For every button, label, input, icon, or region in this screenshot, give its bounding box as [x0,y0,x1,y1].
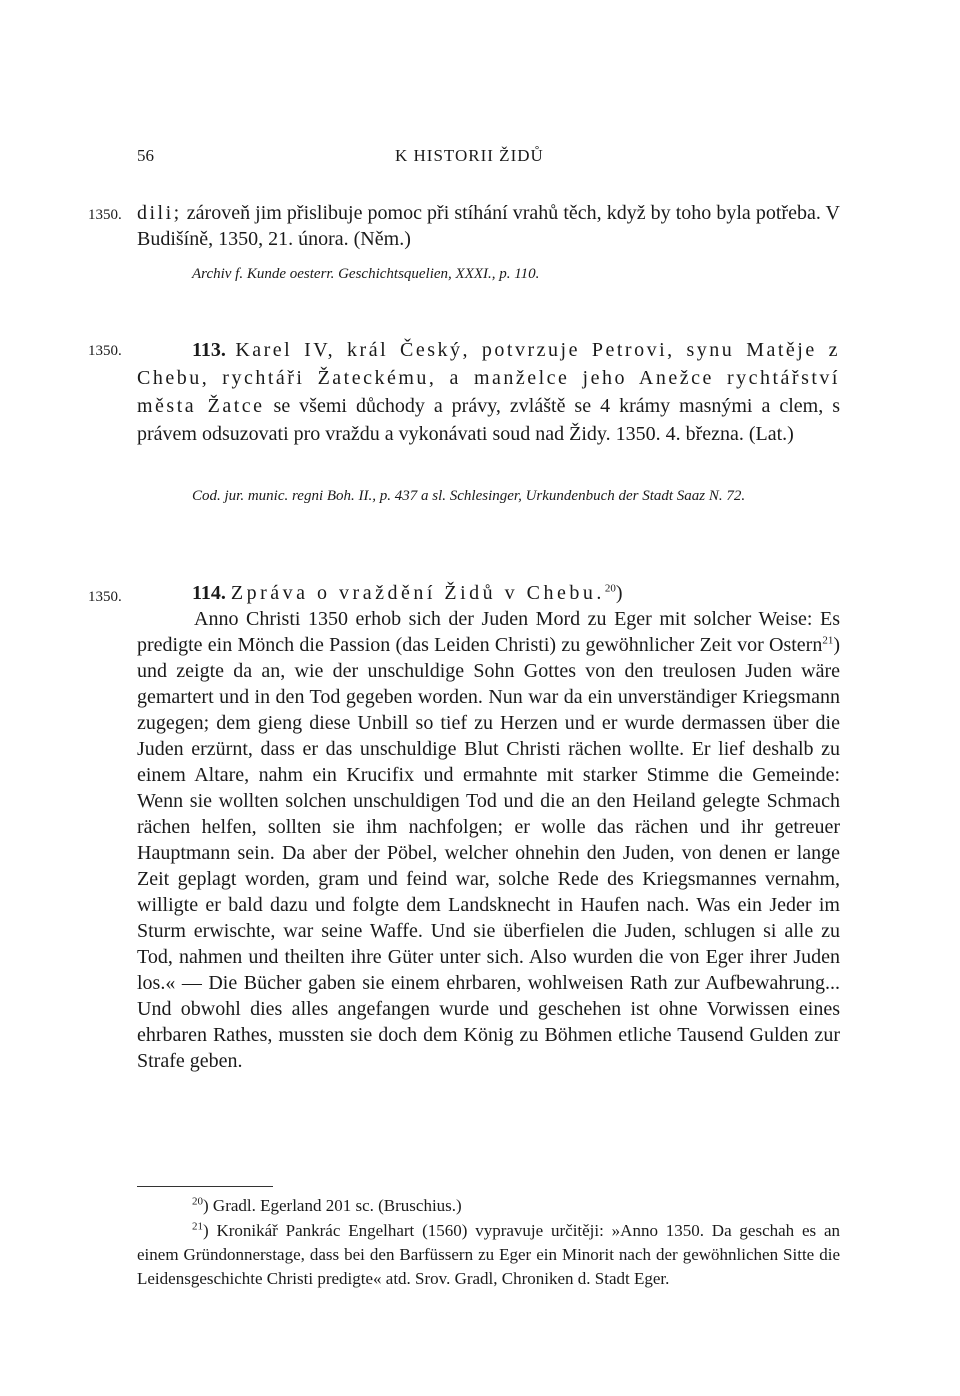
entry-113-text [137,336,840,448]
entry-114-text [137,606,840,1074]
footnote-mark: 20 [192,1195,203,1208]
entry-114-heading-line [137,580,840,606]
entry-body: zároveň jim přislibuje pomoc při stíhání vrahů těch, když by toho byla potřeba. V Budišíně, 1350, 21. února. (Něm.) [137,202,840,250]
entry-114-body-2: ) und zeigte da an, wie der unschuldige Sohn Gottes von den treulosen Juden wäre gemartert und in den Tod gegeben worden. Nun war da ein unverständiger Kriegsmann zugegen; dem gieng diese Unbill so tief zu Herzen und er wurde dermassen über die Juden erzürnt, dass er das unschuldige Blut Christi rächen wollte. Er lief deshalb zu einem Altare, nahm ein Krucifix und ermahnte mit starker Stimme die Gemeinde: Wenn sie wollten solchen unschuldigen Tod und die an den Heiland gelegte Schmach rächen helfen, sollten sie ihm nachfolgen; er wolle das rächen und ihr getreuer Hauptmann sein. Da aber der Pöbel, welcher ohnehin den Juden, von denen er lange Zeit geplagt worden, gram und feind war, solche Rede des Kriegsmannes vernahm, willigte er bald dazu und folgte dem Landsknecht in Haufen nach. Was ein Jeder im Sturm erwischte, war seine Waffe. Und sie überfielen die Juden, schlugen si alle zu Tod, nahmen und theilten ihre Güter unter sich. Also wurden die von Eger ihrer Juden los.« — Die Bücher gaben sie einem ehrbaren, wohlweisen Rath zur Aufbewahrung... Und obwohl dies alles angefangen wurde und geschehen ist ohne Vorwissen eines ehrbaren Rathes, mussten sie doch dem König zu Böhmen etliche Tausend Gulden zur Strafe geben. [137,634,840,1072]
entry-spaced-text: dili; [137,202,182,224]
entry-113-body: se všemi důchody a právy, zvláště se 4 krámy masnými a clem, s právem odsuzovati pro vraždu a vykonávati soud nad Židy. 1350. 4. března. (Lat.) [137,395,840,445]
footnote-mark: 21 [192,1220,203,1233]
entry-114-heading: Zpráva o vraždění Židů v Chebu. [230,582,605,604]
entry-text [137,200,840,252]
footnote-21 [137,1219,840,1291]
footnote-20 [137,1194,840,1218]
entry-113-number: 113. [192,339,226,361]
entry-114-body-1: Anno Christi 1350 erhob sich der Juden Mord zu Eger mit solcher Weise: Es predigte ein Mönch die Passion (das Leiden Christi) zu gewöhnlicher Zeit vor Ostern [137,608,840,656]
footnote-text: ) Kronikář Pankrác Engelhart (1560) vypravuje určitěji: »Anno 1350. Da geschah es an einem Gründonnerstage, dass bei den Barfüssern zu Eger ein Minorit nach der gewöhnlichen Sitte die Leidensgeschichte Christi predigte« atd. Srov. Gradl, Chroniken d. Stadt Eger. [137,1221,840,1288]
footnote-ref-21: 21 [822,634,834,647]
entry-source: Archiv f. Kunde oesterr. Geschichtsquelien, XXXI., p. 110. [192,266,540,282]
entry-113-heading: Karel IV, král Český, potvrzuje Petrovi, synu Matěje z Chebu, rychtáři Žateckému, a manželce jeho Anežce rychtářství města Žatce [137,339,841,417]
footnote-ref-close: ) [615,582,623,604]
entry-114-year: 1350. [88,589,122,605]
footnote-rule [137,1186,273,1187]
entry-114-number: 114. [192,582,226,604]
footnote-ref-20: 20 [604,582,616,595]
footnote-text: ) Gradl. Egerland 201 sc. (Bruschius.) [203,1196,462,1215]
entry-113-source: Cod. jur. munic. regni Boh. II., p. 437 a sl. Schlesinger, Urkundenbuch der Stadt Saaz N. 72. [192,488,746,504]
entry-year: 1350. [88,207,122,223]
page-number: 56 [137,146,154,165]
running-title: K HISTORII ŽIDŮ [395,146,544,165]
entry-113-year: 1350. [88,343,122,359]
